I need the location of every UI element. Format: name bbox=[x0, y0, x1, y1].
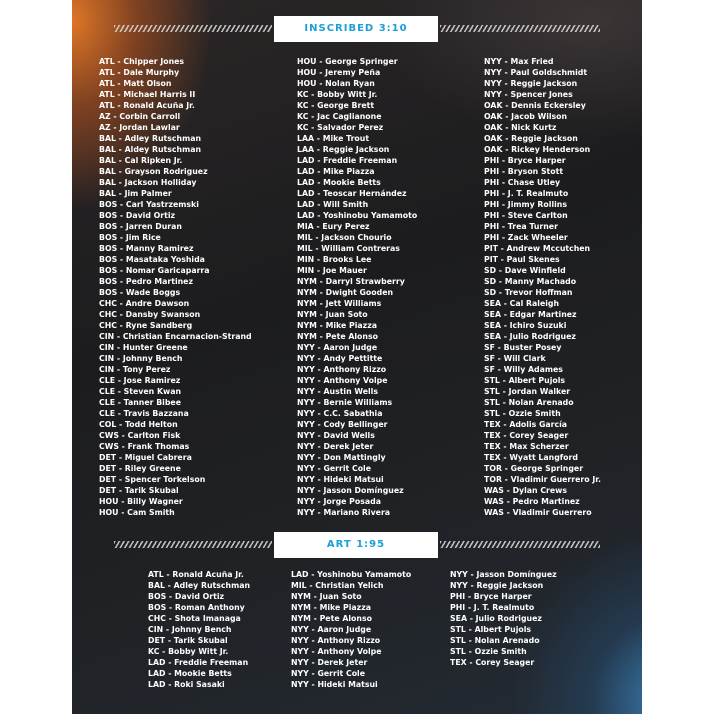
inscribed-column-1 bbox=[99, 56, 252, 518]
divider-right bbox=[440, 541, 600, 548]
checklist-entry: SEA - Edgar Martinez bbox=[484, 310, 577, 319]
checklist-entry: LAD - Freddie Freeman bbox=[297, 156, 398, 165]
checklist-entry: NYY - Anthony Volpe bbox=[291, 647, 382, 656]
checklist-entry: NYY - Hideki Matsui bbox=[291, 680, 378, 689]
checklist-entry: STL - Albert Pujols bbox=[450, 625, 532, 634]
checklist-entry: AZ - Corbin Carroll bbox=[99, 112, 181, 121]
checklist-entry: CHC - Ryne Sandberg bbox=[99, 321, 193, 330]
checklist-entry: BAL - Jackson Holliday bbox=[99, 178, 197, 187]
checklist-entry: PHI - J. T. Realmuto bbox=[484, 189, 569, 198]
section-title-art: ART 1:95 bbox=[274, 532, 438, 558]
checklist-entry: STL - Ozzie Smith bbox=[484, 409, 561, 418]
checklist-entry: NYM - Darryl Strawberry bbox=[297, 277, 405, 286]
checklist-entry: NYY - Reggie Jackson bbox=[484, 79, 578, 88]
checklist-entry: NYY - Anthony Volpe bbox=[297, 376, 388, 385]
checklist-entry: NYY - Don Mattingly bbox=[297, 453, 386, 462]
checklist-entry: KC - Bobby Witt Jr. bbox=[297, 90, 378, 99]
checklist-entry: WAS - Dylan Crews bbox=[484, 486, 568, 495]
checklist-entry: SF - Will Clark bbox=[484, 354, 546, 363]
checklist-entry: CIN - Tony Perez bbox=[99, 365, 171, 374]
checklist-entry: PHI - Trea Turner bbox=[484, 222, 558, 231]
checklist-entry: LAD - Yoshinobu Yamamoto bbox=[291, 570, 412, 579]
checklist-entry: TOR - Vladimir Guerrero Jr. bbox=[484, 475, 601, 484]
checklist-entry: NYY - Jorge Posada bbox=[297, 497, 381, 506]
checklist-entry: BOS - Nomar Garicaparra bbox=[99, 266, 210, 275]
checklist-entry: BOS - David Ortiz bbox=[99, 211, 176, 220]
checklist-entry: CIN - Hunter Greene bbox=[99, 343, 188, 352]
checklist-entry: SD - Dave Winfield bbox=[484, 266, 566, 275]
checklist-entry: LAD - Mike Piazza bbox=[297, 167, 375, 176]
checklist-entry: PHI - Chase Utley bbox=[484, 178, 561, 187]
checklist-entry: OAK - Jacob Wilson bbox=[484, 112, 568, 121]
checklist-entry: CLE - Jose Ramirez bbox=[99, 376, 181, 385]
checklist-entry: PHI - J. T. Realmuto bbox=[450, 603, 535, 612]
checklist-entry: PHI - Bryce Harper bbox=[484, 156, 566, 165]
checklist-entry: TEX - Max Scherzer bbox=[484, 442, 569, 451]
checklist-entry: NYY - Anthony Rizzo bbox=[297, 365, 387, 374]
checklist-poster bbox=[72, 0, 642, 714]
checklist-entry: MIL - Christian Yelich bbox=[291, 581, 384, 590]
checklist-entry: NYY - Bernie Williams bbox=[297, 398, 393, 407]
checklist-entry: NYY - Aaron Judge bbox=[297, 343, 378, 352]
checklist-entry: PHI - Bryson Stott bbox=[484, 167, 564, 176]
checklist-entry: BAL - Adley Rutschman bbox=[99, 134, 202, 143]
checklist-entry: ATL - Matt Olson bbox=[99, 79, 172, 88]
checklist-entry: LAA - Reggie Jackson bbox=[297, 145, 390, 154]
checklist-entry: LAD - Mookie Betts bbox=[148, 669, 232, 678]
checklist-entry: LAD - Yoshinobu Yamamoto bbox=[297, 211, 418, 220]
art-column-1 bbox=[148, 569, 250, 690]
checklist-entry: PHI - Jimmy Rollins bbox=[484, 200, 567, 209]
checklist-entry: SF - Buster Posey bbox=[484, 343, 562, 352]
checklist-entry: MIL - William Contreras bbox=[297, 244, 400, 253]
checklist-entry: BOS - Jarren Duran bbox=[99, 222, 182, 231]
inscribed-column-2 bbox=[297, 56, 417, 518]
checklist-entry: OAK - Reggie Jackson bbox=[484, 134, 578, 143]
checklist-entry: NYY - Max Fried bbox=[484, 57, 554, 66]
checklist-entry: BOS - Roman Anthony bbox=[148, 603, 245, 612]
checklist-entry: MIA - Eury Perez bbox=[297, 222, 370, 231]
checklist-entry: NYM - Jett Williams bbox=[297, 299, 382, 308]
checklist-entry: ATL - Dale Murphy bbox=[99, 68, 180, 77]
checklist-entry: NYY - Gerrit Cole bbox=[291, 669, 366, 678]
checklist-entry: OAK - Dennis Eckersley bbox=[484, 101, 586, 110]
checklist-entry: NYY - Austin Wells bbox=[297, 387, 378, 396]
checklist-entry: WAS - Pedro Martinez bbox=[484, 497, 580, 506]
checklist-entry: BOS - Manny Ramirez bbox=[99, 244, 194, 253]
checklist-entry: DET - Miguel Cabrera bbox=[99, 453, 192, 462]
checklist-entry: NYM - Dwight Gooden bbox=[297, 288, 394, 297]
checklist-entry: ATL - Chipper Jones bbox=[99, 57, 185, 66]
checklist-entry: WAS - Vladimir Guerrero bbox=[484, 508, 592, 517]
checklist-entry: AZ - Jordan Lawlar bbox=[99, 123, 180, 132]
checklist-entry: CHC - Andre Dawson bbox=[99, 299, 190, 308]
section-title-inscribed: INSCRIBED 3:10 bbox=[274, 16, 438, 42]
checklist-entry: NYY - Anthony Rizzo bbox=[291, 636, 381, 645]
checklist-entry: MIN - Brooks Lee bbox=[297, 255, 372, 264]
checklist-entry: PHI - Zack Wheeler bbox=[484, 233, 568, 242]
checklist-entry: DET - Tarik Skubal bbox=[99, 486, 179, 495]
checklist-entry: SEA - Julio Rodriguez bbox=[484, 332, 576, 341]
checklist-entry: PHI - Bryce Harper bbox=[450, 592, 532, 601]
checklist-entry: SEA - Julio Rodriguez bbox=[450, 614, 542, 623]
checklist-entry: STL - Ozzie Smith bbox=[450, 647, 527, 656]
checklist-entry: TEX - Wyatt Langford bbox=[484, 453, 578, 462]
checklist-entry: SEA - Ichiro Suzuki bbox=[484, 321, 567, 330]
checklist-entry: OAK - Nick Kurtz bbox=[484, 123, 557, 132]
checklist-entry: LAD - Freddie Freeman bbox=[148, 658, 249, 667]
checklist-entry: CWS - Carlton Fisk bbox=[99, 431, 181, 440]
checklist-entry: LAD - Will Smith bbox=[297, 200, 369, 209]
divider-left bbox=[114, 25, 272, 32]
checklist-entry: PIT - Paul Skenes bbox=[484, 255, 560, 264]
checklist-entry: NYY - Aaron Judge bbox=[291, 625, 372, 634]
checklist-entry: NYM - Juan Soto bbox=[291, 592, 362, 601]
checklist-entry: NYY - Jasson Domínguez bbox=[450, 570, 557, 579]
checklist-entry: HOU - Nolan Ryan bbox=[297, 79, 375, 88]
checklist-entry: ATL - Michael Harris II bbox=[99, 90, 196, 99]
checklist-entry: PHI - Steve Carlton bbox=[484, 211, 568, 220]
checklist-entry: CIN - Johnny Bench bbox=[99, 354, 183, 363]
checklist-entry: BAL - Adley Rutschman bbox=[148, 581, 251, 590]
checklist-entry: KC - George Brett bbox=[297, 101, 375, 110]
checklist-entry: TOR - George Springer bbox=[484, 464, 584, 473]
art-column-2 bbox=[291, 569, 411, 690]
checklist-entry: LAD - Mookie Betts bbox=[297, 178, 381, 187]
checklist-entry: NYY - Andy Pettitte bbox=[297, 354, 383, 363]
checklist-entry: TEX - Adolis García bbox=[484, 420, 568, 429]
checklist-entry: KC - Jac Caglianone bbox=[297, 112, 382, 121]
checklist-entry: SF - Willy Adames bbox=[484, 365, 563, 374]
checklist-entry: NYY - C.C. Sabathia bbox=[297, 409, 383, 418]
checklist-entry: CIN - Johnny Bench bbox=[148, 625, 232, 634]
checklist-entry: BAL - Aldey Rutschman bbox=[99, 145, 202, 154]
checklist-entry: NYY - Jasson Domínguez bbox=[297, 486, 404, 495]
checklist-entry: BOS - Pedro Martinez bbox=[99, 277, 193, 286]
checklist-entry: CLE - Steven Kwan bbox=[99, 387, 182, 396]
art-column-3 bbox=[450, 569, 557, 668]
checklist-entry: LAA - Mike Trout bbox=[297, 134, 370, 143]
checklist-entry: NYY - Paul Goldschmidt bbox=[484, 68, 588, 77]
checklist-entry: NYY - Derek Jeter bbox=[297, 442, 374, 451]
checklist-entry: STL - Nolan Arenado bbox=[484, 398, 574, 407]
divider-right bbox=[440, 25, 600, 32]
checklist-entry: ATL - Ronald Acuña Jr. bbox=[99, 101, 195, 110]
checklist-entry: NYY - Mariano Rivera bbox=[297, 508, 391, 517]
checklist-entry: BAL - Grayson Rodriguez bbox=[99, 167, 208, 176]
checklist-entry: BOS - Carl Yastrzemski bbox=[99, 200, 199, 209]
checklist-entry: MIN - Joe Mauer bbox=[297, 266, 367, 275]
checklist-entry: DET - Spencer Torkelson bbox=[99, 475, 206, 484]
checklist-entry: CLE - Travis Bazzana bbox=[99, 409, 189, 418]
checklist-entry: NYY - David Wells bbox=[297, 431, 375, 440]
checklist-entry: CHC - Shota Imanaga bbox=[148, 614, 241, 623]
checklist-entry: LAD - Roki Sasaki bbox=[148, 680, 225, 689]
checklist-entry: COL - Todd Helton bbox=[99, 420, 178, 429]
checklist-entry: HOU - Billy Wagner bbox=[99, 497, 183, 506]
checklist-entry: KC - Salvador Perez bbox=[297, 123, 384, 132]
checklist-entry: BOS - David Ortiz bbox=[148, 592, 225, 601]
checklist-entry: DET - Tarik Skubal bbox=[148, 636, 228, 645]
checklist-entry: ATL - Ronald Acuña Jr. bbox=[148, 570, 244, 579]
checklist-entry: SD - Trevor Hoffman bbox=[484, 288, 573, 297]
checklist-entry: STL - Nolan Arenado bbox=[450, 636, 540, 645]
checklist-entry: CIN - Christian Encarnacion-Strand bbox=[99, 332, 252, 341]
checklist-entry: HOU - Jeremy Peña bbox=[297, 68, 381, 77]
checklist-entry: HOU - George Springer bbox=[297, 57, 398, 66]
checklist-entry: BOS - Jim Rice bbox=[99, 233, 161, 242]
checklist-entry: NYM - Juan Soto bbox=[297, 310, 368, 319]
checklist-entry: NYY - Reggie Jackson bbox=[450, 581, 544, 590]
checklist-entry: STL - Jordan Walker bbox=[484, 387, 571, 396]
checklist-entry: SD - Manny Machado bbox=[484, 277, 577, 286]
checklist-entry: HOU - Cam Smith bbox=[99, 508, 175, 517]
divider-left bbox=[114, 541, 272, 548]
checklist-entry: OAK - Rickey Henderson bbox=[484, 145, 591, 154]
checklist-entry: NYY - Spencer Jones bbox=[484, 90, 573, 99]
checklist-entry: NYM - Mike Piazza bbox=[291, 603, 371, 612]
checklist-entry: MIL - Jackson Chourio bbox=[297, 233, 392, 242]
checklist-entry: DET - Riley Greene bbox=[99, 464, 181, 473]
checklist-entry: KC - Bobby Witt Jr. bbox=[148, 647, 229, 656]
checklist-entry: NYY - Derek Jeter bbox=[291, 658, 368, 667]
checklist-entry: BOS - Masataka Yoshida bbox=[99, 255, 205, 264]
checklist-entry: TEX - Corey Seager bbox=[450, 658, 535, 667]
checklist-entry: NYY - Gerrit Cole bbox=[297, 464, 372, 473]
checklist-entry: NYY - Cody Bellinger bbox=[297, 420, 388, 429]
checklist-entry: CHC - Dansby Swanson bbox=[99, 310, 201, 319]
checklist-entry: NYY - Hideki Matsui bbox=[297, 475, 384, 484]
checklist-entry: BAL - Cal Ripken Jr. bbox=[99, 156, 183, 165]
checklist-entry: NYM - Pete Alonso bbox=[291, 614, 372, 623]
checklist-entry: CLE - Tanner Bibee bbox=[99, 398, 181, 407]
checklist-entry: BOS - Wade Boggs bbox=[99, 288, 181, 297]
checklist-entry: TEX - Corey Seager bbox=[484, 431, 569, 440]
checklist-entry: NYM - Mike Piazza bbox=[297, 321, 377, 330]
checklist-entry: LAD - Teoscar Hernández bbox=[297, 189, 407, 198]
checklist-entry: BAL - Jim Palmer bbox=[99, 189, 172, 198]
checklist-entry: SEA - Cal Raleigh bbox=[484, 299, 560, 308]
checklist-entry: NYM - Pete Alonso bbox=[297, 332, 378, 341]
inscribed-column-3 bbox=[484, 56, 601, 518]
checklist-entry: CWS - Frank Thomas bbox=[99, 442, 190, 451]
checklist-entry: STL - Albert Pujols bbox=[484, 376, 566, 385]
checklist-entry: PIT - Andrew Mccutchen bbox=[484, 244, 591, 253]
